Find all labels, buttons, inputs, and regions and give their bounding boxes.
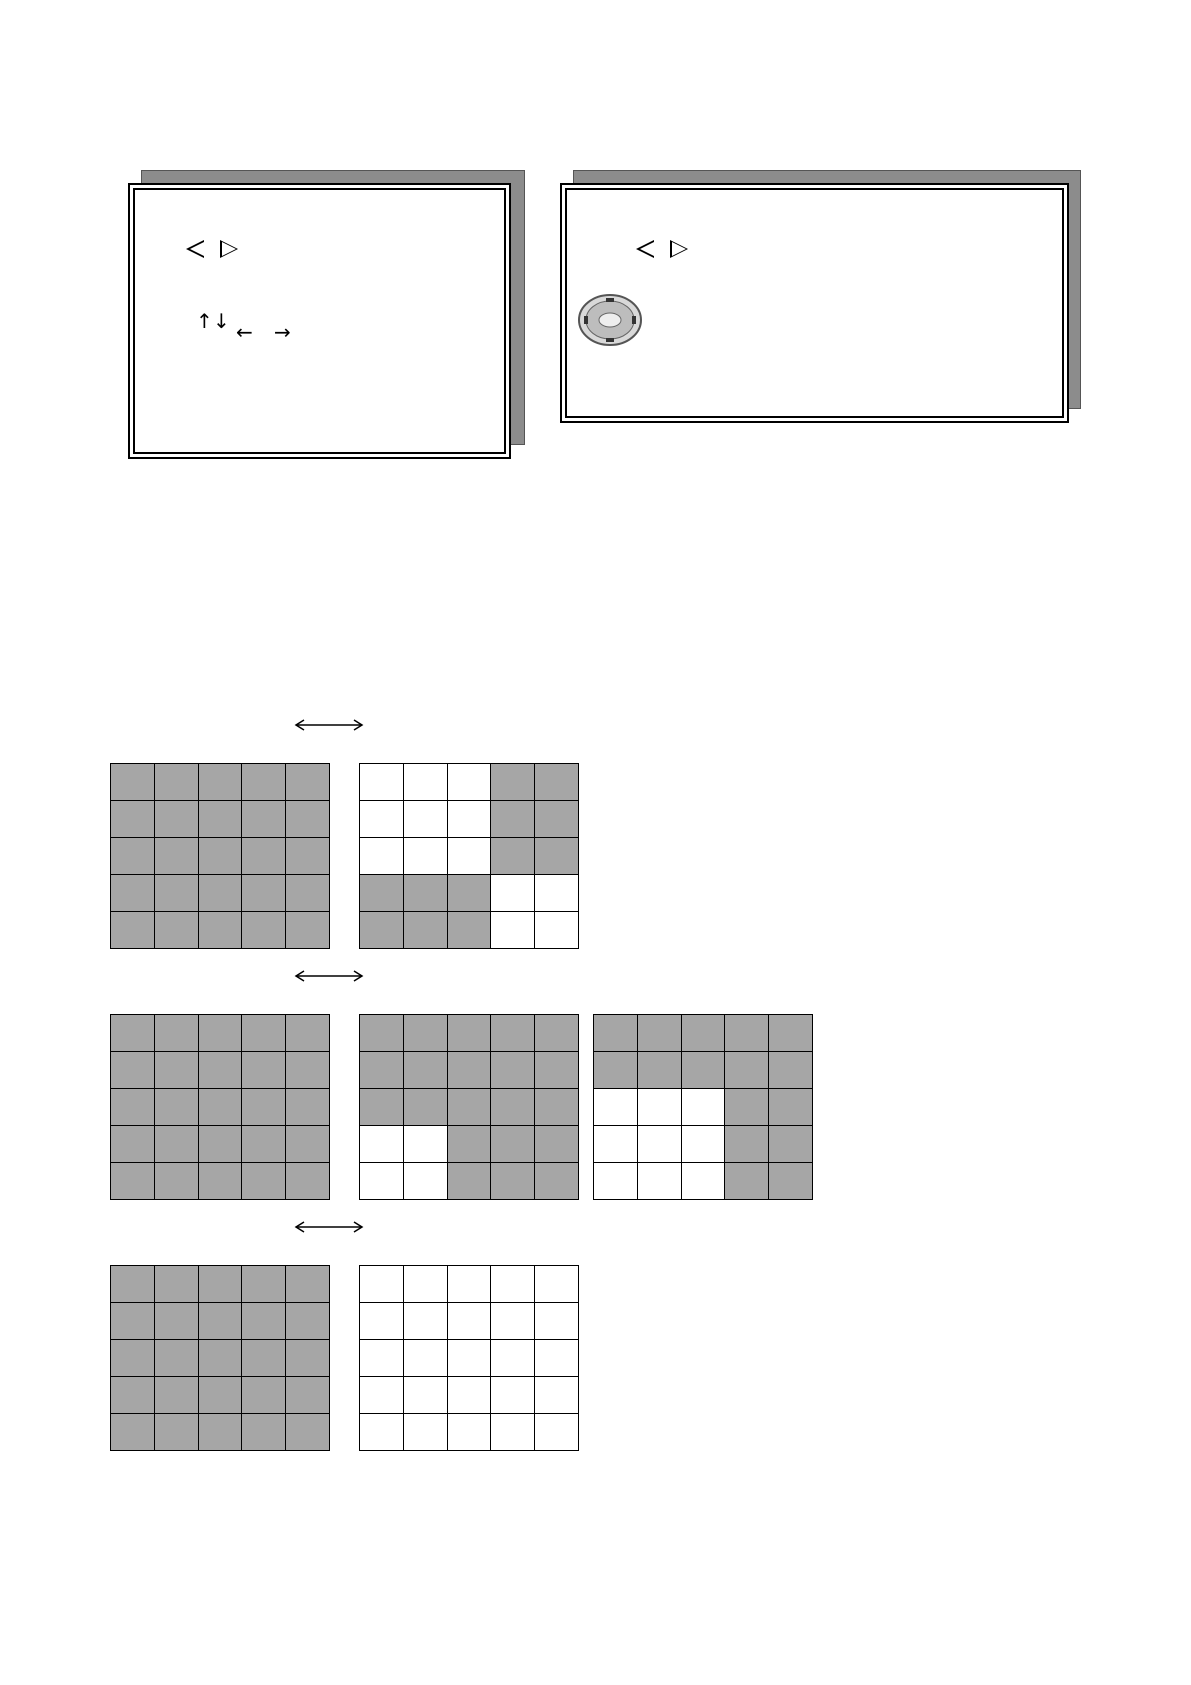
- grid-cell-inactive: [404, 1303, 447, 1339]
- grid-cell-active: [491, 801, 534, 837]
- cell-grid: [359, 763, 579, 949]
- grid-cell-inactive: [448, 1377, 491, 1413]
- triangle-right-icon-fill: [222, 242, 236, 256]
- grid-cell-active: [491, 1163, 534, 1199]
- grid-cell-active: [199, 838, 242, 874]
- grid-cell-active: [286, 801, 329, 837]
- grid-cell-active: [111, 912, 154, 948]
- grid-cell-inactive: [682, 1089, 725, 1125]
- grid-cell-active: [242, 1015, 285, 1051]
- grid-cell-active: [199, 875, 242, 911]
- triangle-left-icon-fill: [190, 242, 204, 256]
- double-arrow-icon: [294, 969, 364, 983]
- grid-cell-active: [682, 1015, 725, 1051]
- grid-cell-active: [491, 838, 534, 874]
- grid-cell-active: [242, 1340, 285, 1376]
- grid-cell-active: [286, 875, 329, 911]
- grid-cell-active: [111, 1126, 154, 1162]
- grid-cell-active: [769, 1126, 812, 1162]
- grid-cell-active: [594, 1052, 637, 1088]
- grid-cell-active: [535, 801, 578, 837]
- grid-cell-active: [286, 1163, 329, 1199]
- grid-cell-active: [242, 1414, 285, 1450]
- grid-cell-active: [491, 764, 534, 800]
- grid-cell-active: [199, 1377, 242, 1413]
- grid-cell-active: [155, 838, 198, 874]
- grid-cell-active: [155, 801, 198, 837]
- grid-cell-active: [155, 1015, 198, 1051]
- grid-cell-inactive: [448, 838, 491, 874]
- grid-cell-active: [404, 1015, 447, 1051]
- grid-cell-active: [404, 912, 447, 948]
- grid-cell-inactive: [404, 1126, 447, 1162]
- menu-box-left: [128, 183, 511, 459]
- grid-cell-active: [535, 1163, 578, 1199]
- grid-cell-active: [286, 1303, 329, 1339]
- grid-cell-inactive: [535, 912, 578, 948]
- grid-cell-active: [448, 1163, 491, 1199]
- grid-cell-inactive: [448, 1266, 491, 1302]
- grid-cell-active: [491, 1015, 534, 1051]
- grid-cell-active: [242, 912, 285, 948]
- grid-cell-active: [535, 1015, 578, 1051]
- grid-cell-active: [286, 912, 329, 948]
- cell-grid: [359, 1265, 579, 1451]
- grid-cell-inactive: [404, 1340, 447, 1376]
- grid-cell-active: [638, 1052, 681, 1088]
- triangle-right-icon-fill: [672, 242, 686, 256]
- grid-cell-inactive: [638, 1126, 681, 1162]
- grid-cell-inactive: [404, 764, 447, 800]
- grid-cell-inactive: [404, 838, 447, 874]
- grid-cell-active: [404, 875, 447, 911]
- grid-cell-active: [286, 1089, 329, 1125]
- grid-cell-inactive: [448, 1303, 491, 1339]
- grid-cell-active: [199, 912, 242, 948]
- grid-cell-active: [360, 875, 403, 911]
- grid-cell-inactive: [448, 1340, 491, 1376]
- grid-cell-active: [535, 838, 578, 874]
- grid-cell-active: [682, 1052, 725, 1088]
- menu-box-left-inner-border: [133, 188, 506, 454]
- grid-cell-active: [155, 1414, 198, 1450]
- grid-cell-active: [242, 801, 285, 837]
- grid-cell-inactive: [594, 1126, 637, 1162]
- grid-cell-inactive: [682, 1163, 725, 1199]
- grid-cell-active: [404, 1052, 447, 1088]
- grid-cell-active: [242, 1266, 285, 1302]
- arrow-left-icon: ←: [236, 320, 253, 344]
- grid-cell-active: [286, 1340, 329, 1376]
- grid-cell-active: [448, 912, 491, 948]
- grid-cell-active: [360, 1089, 403, 1125]
- grid-cell-active: [360, 1052, 403, 1088]
- grid-cell-active: [199, 1052, 242, 1088]
- grid-cell-active: [111, 1089, 154, 1125]
- grid-cell-active: [286, 1266, 329, 1302]
- grid-cell-active: [242, 875, 285, 911]
- grid-cell-inactive: [360, 1163, 403, 1199]
- grid-cell-inactive: [404, 801, 447, 837]
- grid-cell-inactive: [404, 1377, 447, 1413]
- grid-cell-active: [199, 1015, 242, 1051]
- grid-cell-inactive: [360, 1377, 403, 1413]
- grid-cell-inactive: [638, 1163, 681, 1199]
- grid-cell-active: [155, 1052, 198, 1088]
- grid-cell-active: [535, 1052, 578, 1088]
- grid-cell-active: [155, 1377, 198, 1413]
- grid-cell-active: [725, 1163, 768, 1199]
- grid-cell-inactive: [594, 1163, 637, 1199]
- grid-cell-inactive: [535, 1377, 578, 1413]
- grid-cell-active: [448, 875, 491, 911]
- cell-grid: [359, 1014, 579, 1200]
- menu-box-right: [560, 183, 1069, 423]
- grid-cell-active: [199, 1163, 242, 1199]
- arrow-up-icon: ↑: [196, 309, 213, 333]
- grid-cell-active: [725, 1089, 768, 1125]
- grid-cell-inactive: [594, 1089, 637, 1125]
- grid-cell-inactive: [360, 1340, 403, 1376]
- grid-cell-active: [199, 1414, 242, 1450]
- grid-cell-inactive: [448, 801, 491, 837]
- grid-cell-active: [111, 1414, 154, 1450]
- grid-cell-active: [725, 1126, 768, 1162]
- grid-cell-active: [155, 1126, 198, 1162]
- grid-cell-active: [242, 1303, 285, 1339]
- grid-cell-active: [155, 1340, 198, 1376]
- grid-cell-active: [111, 1163, 154, 1199]
- grid-cell-active: [535, 1089, 578, 1125]
- grid-cell-active: [594, 1015, 637, 1051]
- grid-cell-active: [286, 1015, 329, 1051]
- grid-cell-inactive: [491, 1340, 534, 1376]
- grid-cell-active: [155, 1303, 198, 1339]
- grid-cell-active: [448, 1089, 491, 1125]
- grid-cell-active: [155, 1266, 198, 1302]
- arrow-right-icon: →: [274, 320, 291, 344]
- grid-cell-active: [242, 764, 285, 800]
- grid-cell-inactive: [404, 1266, 447, 1302]
- grid-cell-active: [286, 1052, 329, 1088]
- cell-grid: [110, 1014, 330, 1200]
- grid-cell-active: [111, 1052, 154, 1088]
- cell-grid: [110, 1265, 330, 1451]
- grid-cell-active: [111, 1377, 154, 1413]
- grid-cell-active: [535, 1126, 578, 1162]
- grid-cell-active: [286, 1414, 329, 1450]
- grid-cell-active: [199, 1089, 242, 1125]
- grid-cell-active: [491, 1126, 534, 1162]
- grid-cell-active: [286, 1126, 329, 1162]
- grid-cell-active: [199, 1340, 242, 1376]
- grid-cell-active: [638, 1015, 681, 1051]
- arrow-down-icon: ↓: [213, 309, 230, 333]
- grid-cell-active: [111, 801, 154, 837]
- grid-cell-active: [491, 1089, 534, 1125]
- grid-cell-active: [111, 1015, 154, 1051]
- double-arrow-icon: [294, 1220, 364, 1234]
- grid-cell-inactive: [491, 912, 534, 948]
- grid-cell-active: [491, 1052, 534, 1088]
- grid-cell-active: [199, 1303, 242, 1339]
- grid-cell-inactive: [535, 1414, 578, 1450]
- grid-cell-inactive: [491, 1377, 534, 1413]
- grid-cell-inactive: [535, 875, 578, 911]
- grid-cell-active: [242, 1163, 285, 1199]
- grid-cell-active: [404, 1089, 447, 1125]
- grid-cell-active: [242, 1377, 285, 1413]
- grid-cell-active: [242, 1126, 285, 1162]
- grid-cell-active: [769, 1015, 812, 1051]
- grid-cell-inactive: [491, 1266, 534, 1302]
- grid-cell-active: [155, 875, 198, 911]
- grid-cell-inactive: [360, 764, 403, 800]
- grid-cell-active: [725, 1052, 768, 1088]
- grid-cell-active: [111, 838, 154, 874]
- grid-cell-inactive: [491, 875, 534, 911]
- grid-cell-inactive: [360, 1126, 403, 1162]
- grid-cell-active: [448, 1052, 491, 1088]
- grid-cell-inactive: [682, 1126, 725, 1162]
- grid-cell-inactive: [491, 1414, 534, 1450]
- grid-cell-active: [111, 875, 154, 911]
- grid-cell-active: [448, 1126, 491, 1162]
- grid-cell-active: [155, 1089, 198, 1125]
- grid-cell-inactive: [448, 1414, 491, 1450]
- grid-cell-active: [242, 1052, 285, 1088]
- grid-cell-inactive: [360, 1266, 403, 1302]
- grid-cell-inactive: [404, 1414, 447, 1450]
- grid-cell-active: [360, 912, 403, 948]
- grid-cell-active: [769, 1089, 812, 1125]
- grid-cell-active: [111, 1303, 154, 1339]
- grid-cell-active: [155, 912, 198, 948]
- grid-cell-active: [360, 1015, 403, 1051]
- grid-cell-inactive: [404, 1163, 447, 1199]
- grid-cell-active: [111, 1266, 154, 1302]
- grid-cell-active: [199, 1266, 242, 1302]
- cell-grid: [593, 1014, 813, 1200]
- grid-cell-active: [155, 1163, 198, 1199]
- grid-cell-inactive: [360, 838, 403, 874]
- grid-cell-active: [111, 764, 154, 800]
- grid-cell-active: [242, 838, 285, 874]
- grid-cell-active: [199, 1126, 242, 1162]
- grid-cell-active: [242, 1089, 285, 1125]
- grid-cell-inactive: [360, 1303, 403, 1339]
- grid-cell-inactive: [535, 1303, 578, 1339]
- grid-cell-inactive: [360, 1414, 403, 1450]
- grid-cell-inactive: [535, 1340, 578, 1376]
- grid-cell-active: [769, 1052, 812, 1088]
- grid-cell-inactive: [638, 1089, 681, 1125]
- grid-cell-active: [769, 1163, 812, 1199]
- grid-cell-active: [199, 801, 242, 837]
- grid-cell-inactive: [448, 764, 491, 800]
- double-arrow-icon: [294, 718, 364, 732]
- grid-cell-active: [286, 838, 329, 874]
- grid-cell-active: [111, 1340, 154, 1376]
- joystick-pad-icon: [577, 293, 643, 347]
- grid-cell-inactive: [491, 1303, 534, 1339]
- grid-cell-active: [286, 764, 329, 800]
- grid-cell-active: [535, 764, 578, 800]
- grid-cell-inactive: [535, 1266, 578, 1302]
- cell-grid: [110, 763, 330, 949]
- grid-cell-active: [286, 1377, 329, 1413]
- grid-cell-inactive: [360, 801, 403, 837]
- grid-cell-active: [155, 764, 198, 800]
- triangle-left-icon-fill: [640, 242, 654, 256]
- grid-cell-active: [199, 764, 242, 800]
- grid-cell-active: [725, 1015, 768, 1051]
- grid-cell-active: [448, 1015, 491, 1051]
